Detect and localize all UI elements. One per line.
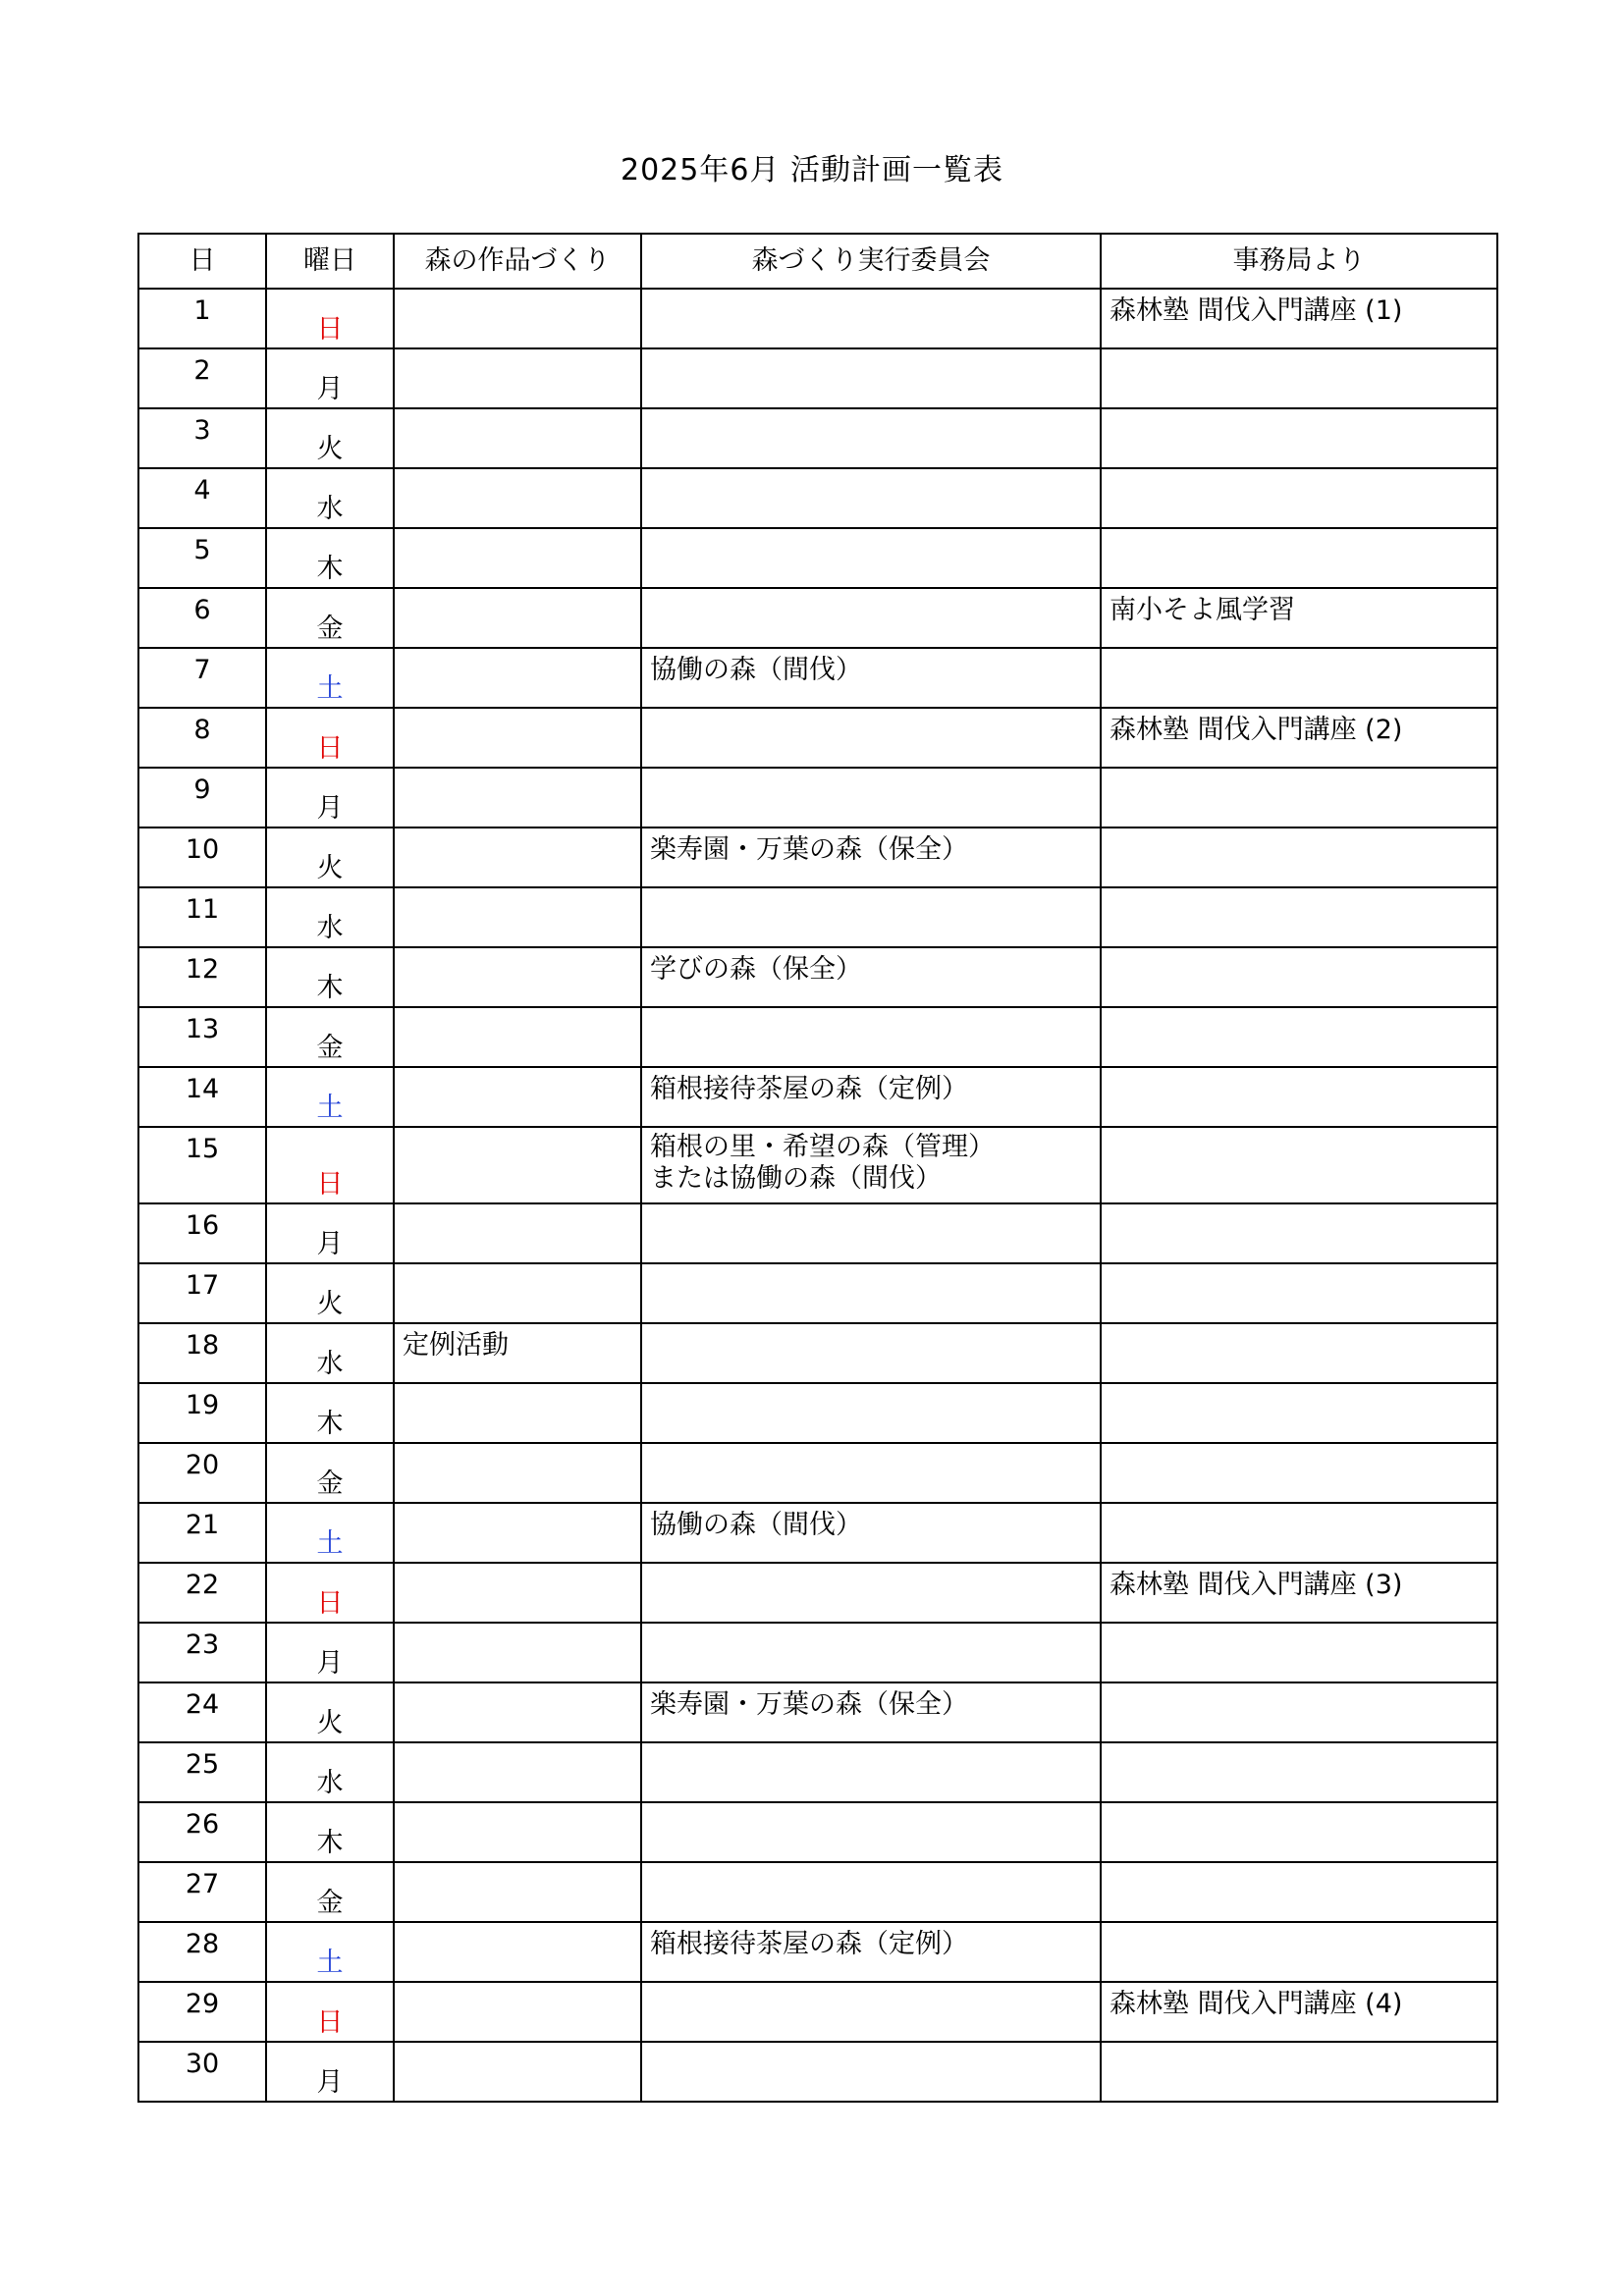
committee-cell (641, 289, 1101, 348)
day-cell: 17 (138, 1263, 266, 1323)
table-row (138, 1563, 1497, 1623)
works-cell (394, 1263, 641, 1323)
office-cell (1101, 1682, 1497, 1742)
header-row (138, 234, 1497, 289)
day-cell: 19 (138, 1383, 266, 1443)
weekday-cell: 水 (266, 1742, 394, 1802)
table-row (138, 1203, 1497, 1263)
header-works: 森の作品づくり (394, 234, 641, 289)
day-cell: 5 (138, 528, 266, 588)
day-cell: 18 (138, 1323, 266, 1383)
office-cell (1101, 408, 1497, 468)
office-cell (1101, 1742, 1497, 1802)
committee-cell: 箱根の里・希望の森（管理） または協働の森（間伐） (641, 1127, 1101, 1203)
table-row (138, 588, 1497, 648)
weekday-cell: 木 (266, 1802, 394, 1862)
office-cell (1101, 1323, 1497, 1383)
table-row (138, 468, 1497, 528)
committee-cell (641, 1263, 1101, 1323)
works-cell (394, 528, 641, 588)
page-title: 2025年6月 活動計画一覧表 (621, 153, 1003, 187)
day-cell: 9 (138, 768, 266, 828)
table-row (138, 2042, 1497, 2102)
office-cell (1101, 348, 1497, 408)
day-cell: 11 (138, 887, 266, 947)
weekday-cell: 木 (266, 528, 394, 588)
weekday-cell: 土 (266, 1503, 394, 1563)
table-row (138, 1263, 1497, 1323)
office-cell (1101, 1263, 1497, 1323)
weekday-cell: 月 (266, 1623, 394, 1682)
day-cell: 27 (138, 1862, 266, 1922)
office-cell (1101, 1802, 1497, 1862)
committee-cell: 楽寿園・万葉の森（保全） (641, 1682, 1101, 1742)
works-cell (394, 1982, 641, 2042)
office-cell: 森林塾 間伐入門講座 (4) (1101, 1982, 1497, 2042)
table-row (138, 828, 1497, 887)
day-cell: 4 (138, 468, 266, 528)
table-row (138, 708, 1497, 768)
committee-cell (641, 1802, 1101, 1862)
committee-cell: 学びの森（保全） (641, 947, 1101, 1007)
day-cell: 3 (138, 408, 266, 468)
committee-cell: 協働の森（間伐） (641, 648, 1101, 708)
committee-cell (641, 887, 1101, 947)
day-cell: 23 (138, 1623, 266, 1682)
works-cell (394, 828, 641, 887)
table-row (138, 1127, 1497, 1203)
works-cell (394, 1922, 641, 1982)
table-row (138, 1007, 1497, 1067)
header-weekday: 曜日 (266, 234, 394, 289)
works-cell (394, 1007, 641, 1067)
committee-cell: 協働の森（間伐） (641, 1503, 1101, 1563)
office-cell (1101, 528, 1497, 588)
table-row (138, 1623, 1497, 1682)
works-cell (394, 588, 641, 648)
table-row (138, 1862, 1497, 1922)
weekday-cell: 土 (266, 648, 394, 708)
office-cell (1101, 1203, 1497, 1263)
table-row (138, 1443, 1497, 1503)
day-cell: 6 (138, 588, 266, 648)
day-cell: 13 (138, 1007, 266, 1067)
office-cell (1101, 468, 1497, 528)
weekday-cell: 火 (266, 828, 394, 887)
works-cell (394, 408, 641, 468)
works-cell (394, 648, 641, 708)
office-cell (1101, 1383, 1497, 1443)
weekday-cell: 月 (266, 2042, 394, 2102)
committee-cell: 箱根接待茶屋の森（定例） (641, 1922, 1101, 1982)
office-cell: 森林塾 間伐入門講座 (2) (1101, 708, 1497, 768)
weekday-cell: 火 (266, 408, 394, 468)
day-cell: 26 (138, 1802, 266, 1862)
table-row (138, 1982, 1497, 2042)
weekday-cell: 日 (266, 289, 394, 348)
office-cell (1101, 2042, 1497, 2102)
committee-cell (641, 588, 1101, 648)
table-row (138, 1323, 1497, 1383)
weekday-cell: 月 (266, 1203, 394, 1263)
office-cell (1101, 1127, 1497, 1203)
weekday-cell: 月 (266, 348, 394, 408)
works-cell: 定例活動 (394, 1323, 641, 1383)
committee-cell (641, 348, 1101, 408)
day-cell: 20 (138, 1443, 266, 1503)
office-cell (1101, 1443, 1497, 1503)
table-row (138, 1503, 1497, 1563)
office-cell (1101, 1623, 1497, 1682)
committee-cell (641, 1623, 1101, 1682)
committee-cell (641, 1563, 1101, 1623)
day-cell: 25 (138, 1742, 266, 1802)
day-cell: 28 (138, 1922, 266, 1982)
table-row (138, 348, 1497, 408)
works-cell (394, 1682, 641, 1742)
table-row (138, 408, 1497, 468)
weekday-cell: 水 (266, 887, 394, 947)
works-cell (394, 1862, 641, 1922)
office-cell: 森林塾 間伐入門講座 (1) (1101, 289, 1497, 348)
works-cell (394, 768, 641, 828)
committee-cell: 箱根接待茶屋の森（定例） (641, 1067, 1101, 1127)
office-cell (1101, 887, 1497, 947)
day-cell: 30 (138, 2042, 266, 2102)
table-row (138, 1383, 1497, 1443)
day-cell: 10 (138, 828, 266, 887)
committee-cell (641, 408, 1101, 468)
day-cell: 29 (138, 1982, 266, 2042)
office-cell (1101, 768, 1497, 828)
weekday-cell: 金 (266, 1007, 394, 1067)
day-cell: 15 (138, 1127, 266, 1203)
committee-cell (641, 1982, 1101, 2042)
day-cell: 16 (138, 1203, 266, 1263)
day-cell: 21 (138, 1503, 266, 1563)
office-cell (1101, 1862, 1497, 1922)
office-cell: 南小そよ風学習 (1101, 588, 1497, 648)
committee-cell (641, 768, 1101, 828)
works-cell (394, 1563, 641, 1623)
header-day: 日 (138, 234, 266, 289)
office-cell (1101, 947, 1497, 1007)
day-cell: 2 (138, 348, 266, 408)
committee-cell (641, 1383, 1101, 1443)
works-cell (394, 1383, 641, 1443)
committee-cell (641, 2042, 1101, 2102)
day-cell: 7 (138, 648, 266, 708)
works-cell (394, 468, 641, 528)
table-row (138, 768, 1497, 828)
committee-cell (641, 1742, 1101, 1802)
works-cell (394, 1802, 641, 1862)
committee-cell (641, 1862, 1101, 1922)
weekday-cell: 日 (266, 1127, 394, 1203)
day-cell: 14 (138, 1067, 266, 1127)
weekday-cell: 木 (266, 947, 394, 1007)
day-cell: 8 (138, 708, 266, 768)
office-cell (1101, 1067, 1497, 1127)
committee-cell (641, 468, 1101, 528)
day-cell: 1 (138, 289, 266, 348)
office-cell: 森林塾 間伐入門講座 (3) (1101, 1563, 1497, 1623)
committee-cell (641, 1007, 1101, 1067)
office-cell (1101, 648, 1497, 708)
office-cell (1101, 1503, 1497, 1563)
weekday-cell: 日 (266, 708, 394, 768)
works-cell (394, 1503, 641, 1563)
weekday-cell: 水 (266, 468, 394, 528)
day-cell: 22 (138, 1563, 266, 1623)
day-cell: 12 (138, 947, 266, 1007)
weekday-cell: 金 (266, 1443, 394, 1503)
weekday-cell: 金 (266, 588, 394, 648)
works-cell (394, 1623, 641, 1682)
table-row (138, 289, 1497, 348)
office-cell (1101, 1922, 1497, 1982)
committee-cell (641, 1203, 1101, 1263)
weekday-cell: 日 (266, 1982, 394, 2042)
weekday-cell: 木 (266, 1383, 394, 1443)
table-row (138, 1682, 1497, 1742)
table-row (138, 1922, 1497, 1982)
table-row (138, 1067, 1497, 1127)
weekday-cell: 火 (266, 1263, 394, 1323)
office-cell (1101, 828, 1497, 887)
committee-cell (641, 708, 1101, 768)
works-cell (394, 1127, 641, 1203)
works-cell (394, 947, 641, 1007)
works-cell (394, 1443, 641, 1503)
works-cell (394, 1742, 641, 1802)
table-row (138, 528, 1497, 588)
committee-cell (641, 1323, 1101, 1383)
weekday-cell: 土 (266, 1067, 394, 1127)
works-cell (394, 2042, 641, 2102)
header-committee: 森づくり実行委員会 (641, 234, 1101, 289)
committee-cell (641, 1443, 1101, 1503)
weekday-cell: 日 (266, 1563, 394, 1623)
day-cell: 24 (138, 1682, 266, 1742)
table-row (138, 887, 1497, 947)
works-cell (394, 289, 641, 348)
table-row (138, 1802, 1497, 1862)
header-office: 事務局より (1101, 234, 1497, 289)
works-cell (394, 348, 641, 408)
works-cell (394, 1203, 641, 1263)
weekday-cell: 火 (266, 1682, 394, 1742)
table-row (138, 648, 1497, 708)
works-cell (394, 708, 641, 768)
works-cell (394, 887, 641, 947)
weekday-cell: 金 (266, 1862, 394, 1922)
weekday-cell: 土 (266, 1922, 394, 1982)
schedule-table (137, 233, 1498, 2103)
works-cell (394, 1067, 641, 1127)
weekday-cell: 月 (266, 768, 394, 828)
committee-cell: 楽寿園・万葉の森（保全） (641, 828, 1101, 887)
table-row (138, 1742, 1497, 1802)
committee-cell (641, 528, 1101, 588)
weekday-cell: 水 (266, 1323, 394, 1383)
office-cell (1101, 1007, 1497, 1067)
table-row (138, 947, 1497, 1007)
schedule-body (138, 289, 1497, 2102)
